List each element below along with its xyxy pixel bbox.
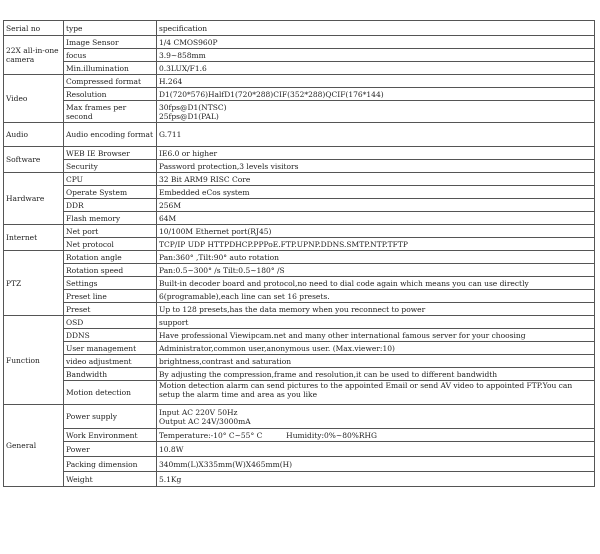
table-row bbox=[4, 264, 595, 277]
section-internet: Internet bbox=[4, 225, 64, 251]
spec-cell: 1/4 CMOS960P bbox=[157, 36, 595, 49]
type-cell: Min.illumination bbox=[64, 62, 157, 75]
type-cell: Operate System bbox=[64, 186, 157, 199]
spec-line: Input AC 220V 50Hz bbox=[159, 407, 238, 417]
spec-cell: Have professional Viewipcam.net and many other international famous server for your choosing bbox=[157, 329, 595, 342]
header-row bbox=[4, 21, 595, 36]
type-cell: Net protocol bbox=[64, 238, 157, 251]
table-row bbox=[4, 342, 595, 355]
header-type: type bbox=[64, 21, 157, 36]
table-row bbox=[4, 429, 595, 442]
type-cell: focus bbox=[64, 49, 157, 62]
type-cell: User management bbox=[64, 342, 157, 355]
table-row bbox=[4, 238, 595, 251]
table-row bbox=[4, 472, 595, 487]
type-cell: WEB IE Browser bbox=[64, 147, 157, 160]
table-row bbox=[4, 186, 595, 199]
section-software: Software bbox=[4, 147, 64, 173]
spec-cell: Administrator,common user,anonymous user. (Max.viewer:10) bbox=[157, 342, 595, 355]
type-cell: Image Sensor bbox=[64, 36, 157, 49]
type-cell: Preset bbox=[64, 303, 157, 316]
table-row bbox=[4, 75, 595, 88]
header-serial: Serial no bbox=[4, 21, 64, 36]
table-row bbox=[4, 101, 595, 123]
spec-cell: Pan:0.5~300° /s Tilt:0.5~180° /S bbox=[157, 264, 595, 277]
spec-cell: D1(720*576)HalfD1(720*288)CIF(352*288)QCIF(176*144) bbox=[157, 88, 595, 101]
spec-cell: 340mm(L)X335mm(W)X465mm(H) bbox=[157, 457, 595, 472]
table-row bbox=[4, 62, 595, 75]
type-cell: Power bbox=[64, 442, 157, 457]
spec-cell: brightness,contrast and saturation bbox=[157, 355, 595, 368]
table-row bbox=[4, 277, 595, 290]
table-row bbox=[4, 147, 595, 160]
type-cell: DDNS bbox=[64, 329, 157, 342]
table-row bbox=[4, 442, 595, 457]
spec-cell: 10.8W bbox=[157, 442, 595, 457]
table-row bbox=[4, 160, 595, 173]
spec-cell: support bbox=[157, 316, 595, 329]
spec-cell bbox=[157, 405, 595, 429]
spec-line: Output AC 24V/3000mA bbox=[159, 416, 251, 426]
section-audio: Audio bbox=[4, 123, 64, 147]
spec-cell: 6(programable),each line can set 16 presets. bbox=[157, 290, 595, 303]
type-cell: Flash memory bbox=[64, 212, 157, 225]
section-ptz: PTZ bbox=[4, 251, 64, 316]
spec-cell: 5.1Kg bbox=[157, 472, 595, 487]
type-cell: Power supply bbox=[64, 405, 157, 429]
table-row bbox=[4, 368, 595, 381]
table-row bbox=[4, 173, 595, 186]
table-row bbox=[4, 290, 595, 303]
spec-cell: 3.9~858mm bbox=[157, 49, 595, 62]
type-cell: Rotation angle bbox=[64, 251, 157, 264]
spec-text: Motion detection alarm can send pictures to the appointed Email or send AV video to appointed FTP.You can setup the alarm time and area as you like bbox=[159, 381, 573, 399]
spec-cell: TCP/IP UDP HTTPDHCP.PPPoE.FTP.UPNP.DDNS.SMTP.NTP.TFTP bbox=[157, 238, 595, 251]
section-hardware: Hardware bbox=[4, 173, 64, 225]
section-video: Video bbox=[4, 75, 64, 123]
spec-cell bbox=[157, 381, 595, 405]
table-row bbox=[4, 303, 595, 316]
spec-cell: Pan:360° ,Tilt:90° auto rotation bbox=[157, 251, 595, 264]
table-row bbox=[4, 457, 595, 472]
type-cell: OSD bbox=[64, 316, 157, 329]
table-row bbox=[4, 381, 595, 405]
header-specification: specification bbox=[157, 21, 595, 36]
spec-cell: 256M bbox=[157, 199, 595, 212]
table-row bbox=[4, 36, 595, 49]
type-cell: Max frames per second bbox=[64, 101, 157, 123]
table-row bbox=[4, 212, 595, 225]
spec-cell: IE6.0 or higher bbox=[157, 147, 595, 160]
section-function: Function bbox=[4, 316, 64, 405]
table-row bbox=[4, 316, 595, 329]
section-camera: 22X all-in-one camera bbox=[4, 36, 64, 75]
spec-cell: Built-in decoder board and protocol,no need to dial code again which means you can use directly bbox=[157, 277, 595, 290]
table-row bbox=[4, 225, 595, 238]
type-cell: Settings bbox=[64, 277, 157, 290]
type-cell: Motion detection bbox=[64, 381, 157, 405]
table-row bbox=[4, 405, 595, 429]
spec-cell: Temperature:-10° C~55° C Humidity:0%~80%RHG bbox=[157, 429, 595, 442]
spec-cell: By adjusting the compression,frame and resolution,it can be used to different bandwidth bbox=[157, 368, 595, 381]
spec-cell: 10/100M Ethernet port(RJ45) bbox=[157, 225, 595, 238]
type-cell: Bandwidth bbox=[64, 368, 157, 381]
type-cell: Net port bbox=[64, 225, 157, 238]
table-row bbox=[4, 123, 595, 147]
spec-cell: Embedded eCos system bbox=[157, 186, 595, 199]
table-row bbox=[4, 329, 595, 342]
type-cell: Weight bbox=[64, 472, 157, 487]
type-cell: Rotation speed bbox=[64, 264, 157, 277]
type-cell: Audio encoding format bbox=[64, 123, 157, 147]
spec-cell: 64M bbox=[157, 212, 595, 225]
type-cell: CPU bbox=[64, 173, 157, 186]
spec-cell: Password protection,3 levels visitors bbox=[157, 160, 595, 173]
table-row bbox=[4, 49, 595, 62]
type-cell: Security bbox=[64, 160, 157, 173]
type-cell: Packing dimension bbox=[64, 457, 157, 472]
spec-cell: 0.3LUX/F1.6 bbox=[157, 62, 595, 75]
table-row bbox=[4, 88, 595, 101]
type-cell: DDR bbox=[64, 199, 157, 212]
spec-cell: Up to 128 presets,has the data memory when you reconnect to power bbox=[157, 303, 595, 316]
specification-table bbox=[3, 20, 595, 487]
spec-line: 30fps@D1(NTSC) bbox=[159, 102, 227, 112]
spec-cell: 32 Bit ARM9 RISC Core bbox=[157, 173, 595, 186]
spec-cell: G.711 bbox=[157, 123, 595, 147]
spec-line: 25fps@D1(PAL) bbox=[159, 111, 219, 121]
spec-cell bbox=[157, 101, 595, 123]
table-row bbox=[4, 355, 595, 368]
table-row bbox=[4, 199, 595, 212]
type-cell: Compressed format bbox=[64, 75, 157, 88]
type-cell: Resolution bbox=[64, 88, 157, 101]
type-cell: Preset line bbox=[64, 290, 157, 303]
type-cell: video adjustment bbox=[64, 355, 157, 368]
type-cell: Work Environment bbox=[64, 429, 157, 442]
table-row bbox=[4, 251, 595, 264]
spec-cell: H.264 bbox=[157, 75, 595, 88]
section-general: General bbox=[4, 405, 64, 487]
